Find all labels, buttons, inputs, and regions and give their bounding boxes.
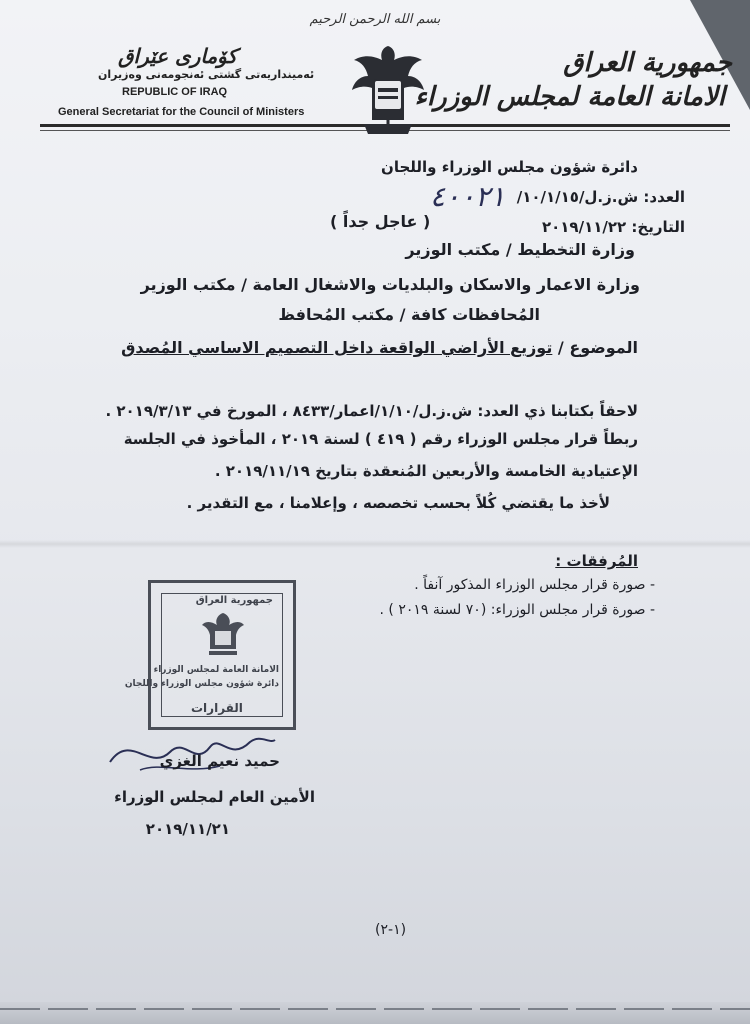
attachments-heading: المُرفقات : (555, 552, 638, 570)
signatory-title: الأمين العام لمجلس الوزراء (114, 788, 315, 806)
letterhead-english-secretariat: General Secretariat for the Council of Ministers (58, 106, 305, 118)
handwritten-number: ٤٠٠٢١ (430, 180, 506, 213)
stamp-country: جمهورية العراق (195, 595, 273, 606)
recipient-2: وزارة الاعمار والاسكان والبلديات والاشغال العامة / مكتب الوزير (140, 275, 640, 294)
letterhead-english-country: REPUBLIC OF IRAQ (122, 86, 228, 98)
document-date: التاريخ: ٢٠١٩/١١/٢٢ (541, 218, 685, 236)
official-stamp (124, 580, 296, 730)
stamp-secretariat: الامانة العامة لمجلس الوزراء (153, 665, 279, 675)
subject-text: توزيع الأراضي الواقعة داخل التصميم الاساسي المُصدق (121, 338, 553, 357)
bottom-edge (0, 1002, 750, 1024)
recipient-3: المُحافظات كافة / مكتب المُحافظ (278, 305, 540, 324)
department-name: دائرة شؤون مجلس الوزراء واللجان (381, 158, 638, 176)
letterhead-arabic-country: جمهورية العراق (563, 48, 732, 78)
letterhead-arabic-secretariat: الامانة العامة لمجلس الوزراء (414, 82, 725, 112)
letterhead-kurdish-secretariat: ئەمینداریەتی گشتی ئەنجومەنی وەزیران (98, 68, 315, 81)
subject-label: الموضوع / (552, 338, 638, 357)
body-line-4: لأخذ ما يقتضي كُلاً بحسب تخصصه ، وإعلامنا ، مع التقدير . (186, 494, 610, 512)
attachment-item-2: - صورة قرار مجلس الوزراء: (٧٠ لسنة ٢٠١٩ ) . (379, 602, 655, 618)
iraq-eagle-emblem-icon (344, 42, 432, 140)
bottom-print-line (0, 1008, 750, 1010)
body-line-3: الإعتيادية الخامسة والأربعين المُنعقدة بتاريخ ٢٠١٩/١١/١٩ . (214, 462, 638, 480)
stamp-decisions: القرارات (191, 701, 243, 715)
paper-fold (0, 540, 750, 548)
signature-date: ٢٠١٩/١١/٢١ (145, 820, 230, 838)
attachment-item-1: - صورة قرار مجلس الوزراء المذكور آنفاً . (414, 577, 655, 593)
letterhead-kurdish-country: كۆماری عێراق (118, 44, 238, 68)
stamp-department: دائرة شؤون مجلس الوزراء واللجان (124, 679, 279, 689)
urgency-label: ( عاجل جداً ) (330, 212, 431, 231)
body-line-2: ربطاً قرار مجلس الوزراء رقم ( ٤١٩ ) لسنة ٢٠١٩ ، المأخوذ في الجلسة (123, 430, 638, 448)
reference-number: العدد: ش.ز.ل/١٠/١/١٥/ (516, 188, 685, 206)
basmala: بسم الله الرحمن الرحيم (309, 12, 441, 27)
body-line-1: لاحقاً بكتابنا ذي العدد: ش.ز.ل/١/١٠/اعمار/٨٤٣٣ ، المورخ في ٢٠١٩/٣/١٣ . (105, 402, 638, 420)
stamp-emblem-icon (201, 611, 245, 657)
recipient-1: وزارة التخطيط / مكتب الوزير (405, 240, 635, 259)
page-number: (١-٢) (375, 922, 407, 938)
subject-line (121, 338, 638, 357)
signatory-name: حميد نعيم الغزي (159, 752, 280, 770)
